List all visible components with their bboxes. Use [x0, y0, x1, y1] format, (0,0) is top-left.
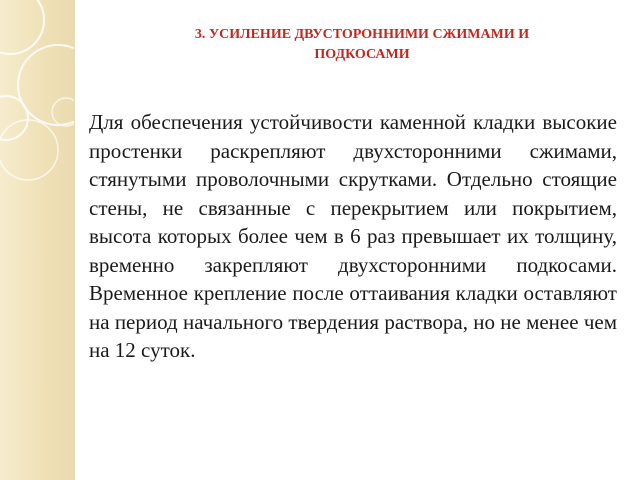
body-paragraph: Для обеспечения устойчивости каменной кладки высокие простенки раскрепляют двухсторонними сжимами, стянутыми проволочными скрутками. Отдельно стоящие стены, не связанные с перекрытием или покрытием, высота которых более чем в 6 раз превышает их толщину, временно закрепляют двухсторонними подкосами. Временное крепление после оттаивания кладки оставляют на период начального твердения раствора, но не менее чем на 12 суток.: [89, 110, 617, 362]
decorative-side-band: [0, 0, 74, 480]
decorative-circles: [0, 0, 74, 480]
slide-title-line-2: ПОДКОСАМИ: [314, 47, 410, 62]
band-divider: [74, 0, 75, 480]
slide-title-line-1: 3. УСИЛЕНИЕ ДВУСТОРОННИМИ СЖИМАМИ И: [194, 27, 530, 42]
slide-title: [132, 25, 592, 65]
